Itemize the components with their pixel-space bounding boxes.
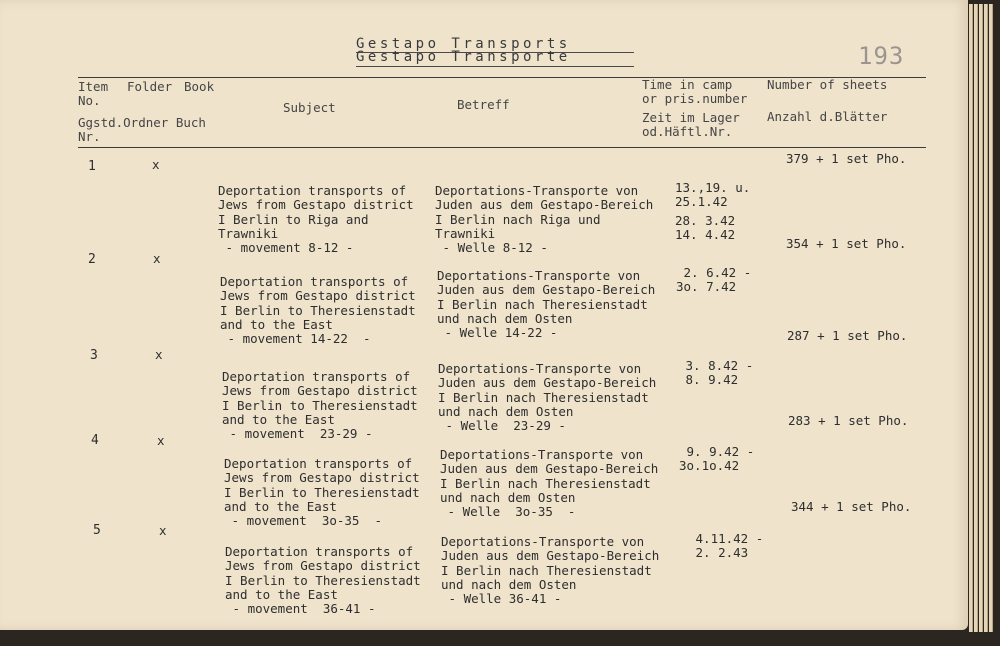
row-sheets: 379 + 1 set Pho.	[786, 151, 907, 166]
row-folder-mark: x	[155, 347, 163, 362]
header-subject: Subject	[283, 100, 336, 115]
header-betreff: Betreff	[457, 97, 510, 112]
row-betreff: Deportations-Transporte von Juden aus dem Gestapo-Bereich I Berlin nach Riga und Trawniki - Welle 8-12 -	[435, 182, 654, 256]
row-betreff: Deportations-Transporte von Juden aus dem Gestapo-Bereich I Berlin nach Theresienstadt und nach dem Osten - Welle 3o-35 -	[440, 446, 659, 520]
row-subject: Deportation transports of Jews from Gestapo district I Berlin to Theresienstadt and to the East - movement 3o-35 -	[224, 455, 420, 529]
header-time-en-1: Time in camp	[642, 77, 733, 92]
row-sheets: 344 + 1 set Pho.	[791, 499, 912, 514]
header-no: No.	[78, 93, 101, 108]
header-time-en-2: or pris.number	[642, 91, 748, 106]
row-item-number: 5	[93, 523, 101, 538]
row-item-number: 2	[88, 252, 96, 267]
header-book: Book	[184, 79, 215, 94]
page-edge	[969, 4, 973, 632]
row-subject: Deportation transports of Jews from Gestapo district I Berlin to Theresienstadt and to the East - movement 36-41 -	[225, 543, 421, 617]
row-sheets: 354 + 1 set Pho.	[786, 236, 907, 251]
row-item-number: 3	[90, 348, 98, 363]
title-underline	[356, 66, 634, 67]
row-subject: Deportation transports of Jews from Gestapo district I Berlin to Riga and Trawniki - movement 8-12 -	[218, 182, 414, 256]
page-edge	[989, 4, 993, 632]
row-folder-mark: x	[157, 433, 165, 448]
row-time: 4.11.42 - 2. 2.43	[688, 530, 764, 561]
header-sheets-de: Anzahl d.Blätter	[767, 109, 888, 124]
row-item-number: 1	[88, 159, 96, 174]
header-folder: Folder	[127, 79, 173, 94]
row-time: 3. 8.42 - 8. 9.42	[678, 357, 754, 388]
header-nr: Nr.	[78, 129, 101, 144]
row-folder-mark: x	[153, 251, 161, 266]
page-number: 193	[858, 42, 905, 70]
row-folder-mark: x	[152, 157, 160, 172]
title-german: Gestapo Transporte	[356, 49, 571, 65]
row-item-number: 4	[91, 433, 99, 448]
row-folder-mark: x	[159, 523, 167, 538]
page-edge	[974, 4, 978, 632]
row-betreff: Deportations-Transporte von Juden aus dem Gestapo-Bereich I Berlin nach Theresienstadt und nach dem Osten - Welle 36-41 -	[441, 533, 660, 607]
row-subject: Deportation transports of Jews from Gestapo district I Berlin to Theresienstadt and to the East - movement 14-22 -	[220, 273, 416, 347]
row-subject: Deportation transports of Jews from Gestapo district I Berlin to Theresienstadt and to the East - movement 23-29 -	[222, 368, 418, 442]
row-betreff: Deportations-Transporte von Juden aus dem Gestapo-Bereich I Berlin nach Theresienstadt und nach dem Osten - Welle 23-29 -	[438, 360, 657, 434]
page-edge	[984, 4, 988, 632]
header-item-german: Ggstd.Ordner Buch	[78, 115, 206, 130]
row-sheets: 283 + 1 set Pho.	[788, 413, 909, 428]
header-time-de-1: Zeit im Lager	[642, 110, 740, 125]
header-item: Item	[78, 79, 109, 94]
row-time: 9. 9.42 - 3o.1o.42	[679, 443, 755, 474]
page-edge	[979, 4, 983, 632]
header-sheets-en: Number of sheets	[767, 77, 888, 92]
header-bottom-rule	[78, 147, 926, 148]
row-sheets: 287 + 1 set Pho.	[787, 328, 908, 343]
row-time: 13.,19. u. 25.1.42 28. 3.42 14. 4.42	[675, 179, 751, 243]
row-time: 2. 6.42 - 3o. 7.42	[676, 264, 752, 295]
title-english: Gestapo Transports	[356, 36, 571, 52]
row-betreff: Deportations-Transporte von Juden aus dem Gestapo-Bereich I Berlin nach Theresienstadt und nach dem Osten - Welle 14-22 -	[437, 267, 656, 341]
header-time-de-2: od.Häftl.Nr.	[642, 124, 733, 139]
